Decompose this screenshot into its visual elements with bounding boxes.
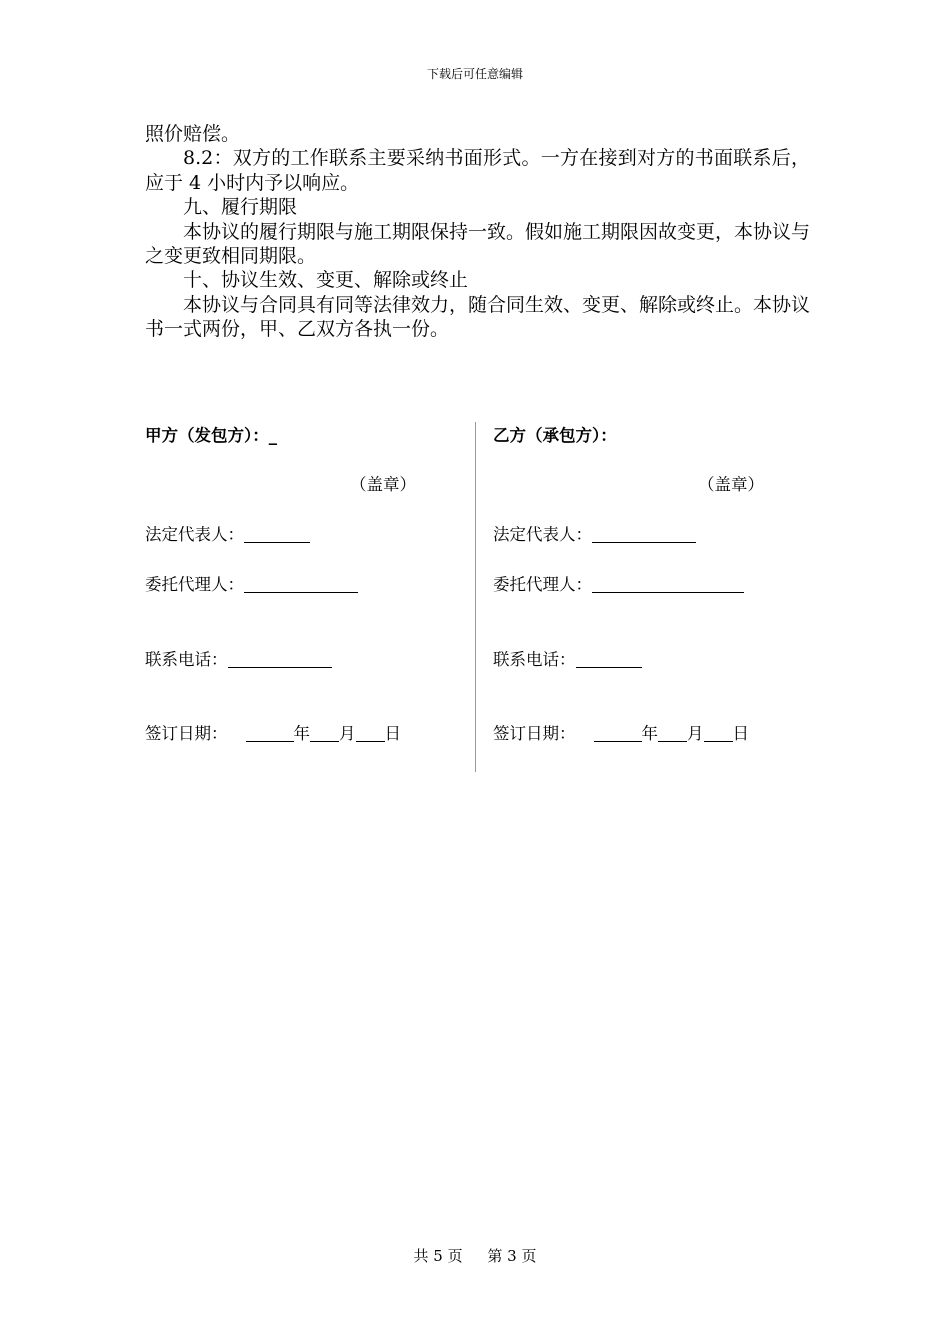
party-a-agent — [145, 573, 358, 597]
party-a-title: 甲方（发包方）：_ — [145, 426, 277, 445]
party-a-legal-rep — [145, 523, 310, 547]
party-b-seal: （盖章） — [698, 475, 764, 494]
total-pages: 共 5 页 — [413, 1247, 463, 1265]
party-b-agent — [493, 573, 744, 597]
page-header: 下载后可任意编辑 — [426, 67, 523, 81]
party-a-seal: （盖章） — [350, 475, 416, 494]
day-blank[interactable] — [704, 723, 733, 742]
party-b-phone — [493, 648, 642, 672]
legal-rep-label: 法定代表人： — [145, 525, 244, 544]
legal-rep-blank[interactable] — [244, 524, 310, 543]
party-b-column — [493, 422, 813, 772]
party-a-phone — [145, 648, 332, 672]
agent-blank[interactable] — [592, 574, 744, 593]
agent-label: 委托代理人： — [145, 575, 244, 594]
month-label: 月 — [687, 724, 704, 743]
year-label: 年 — [293, 724, 310, 743]
legal-rep-label: 法定代表人： — [493, 525, 592, 544]
legal-rep-blank[interactable] — [592, 524, 696, 543]
page-footer — [0, 1246, 950, 1266]
day-label: 日 — [732, 724, 749, 743]
year-blank[interactable] — [246, 723, 294, 742]
clause-8-2: 8.2：双方的工作联系主要采纳书面形式。一方在接到对方的书面联系后，应于 4 小时内予以响应。 — [145, 147, 810, 194]
year-label: 年 — [641, 724, 658, 743]
agent-blank[interactable] — [244, 574, 358, 593]
document-body — [145, 122, 810, 342]
column-divider — [475, 422, 476, 772]
date-label: 签订日期： — [493, 724, 576, 743]
month-blank[interactable] — [310, 723, 339, 742]
party-b-title: 乙方（承包方）： — [493, 426, 617, 445]
phone-label: 联系电话： — [493, 650, 576, 669]
date-label: 签订日期： — [145, 724, 228, 743]
day-label: 日 — [384, 724, 401, 743]
party-a-column — [145, 422, 465, 772]
year-blank[interactable] — [594, 723, 642, 742]
party-b-date — [493, 722, 749, 746]
phone-label: 联系电话： — [145, 650, 228, 669]
month-blank[interactable] — [658, 723, 687, 742]
clause-performance-period: 本协议的履行期限与施工期限保持一致。假如施工期限因故变更，本协议与之变更致相同期限。 — [145, 220, 811, 268]
agent-label: 委托代理人： — [493, 575, 592, 594]
current-page: 第 3 页 — [487, 1247, 537, 1265]
signature-block — [145, 422, 810, 772]
day-blank[interactable] — [356, 723, 385, 742]
section-heading-effectiveness: 十、协议生效、变更、解除或终止 — [183, 269, 469, 292]
section-heading-performance-period: 九、履行期限 — [183, 196, 298, 219]
party-a-date — [145, 722, 401, 746]
clause-effectiveness: 本协议与合同具有同等法律效力，随合同生效、变更、解除或终止。本协议书一式两份，甲、乙双方各执一份。 — [145, 293, 811, 341]
phone-blank[interactable] — [576, 649, 642, 668]
month-label: 月 — [339, 724, 356, 743]
body-line: 照价赔偿。 — [145, 123, 241, 145]
party-b-legal-rep — [493, 523, 696, 547]
phone-blank[interactable] — [228, 649, 332, 668]
